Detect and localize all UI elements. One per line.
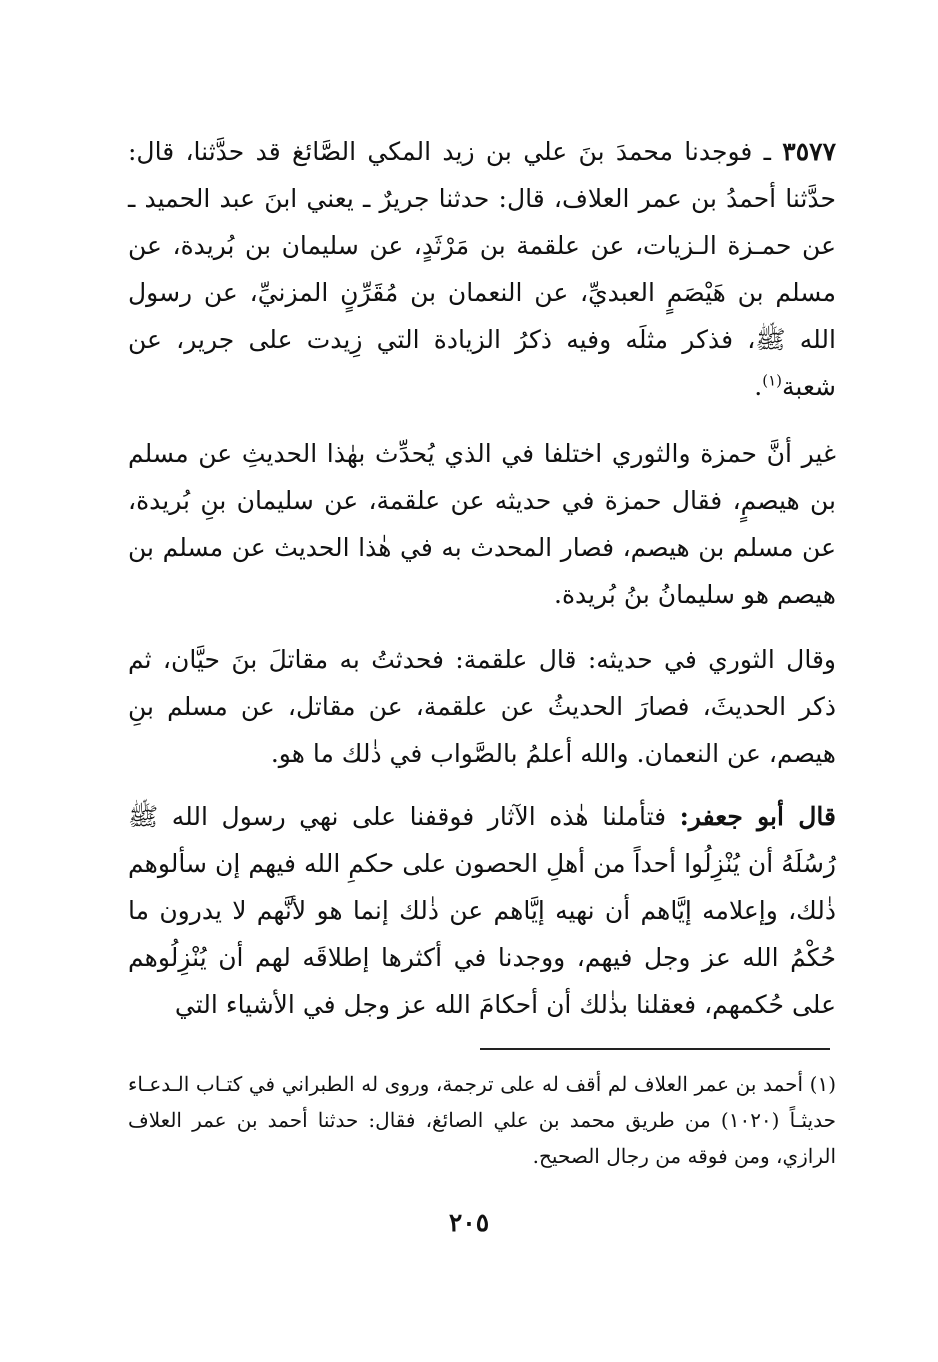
- hadith-number: ٣٥٧٧: [782, 137, 836, 166]
- hadith-paragraph-3577: [128, 128, 836, 410]
- speaker-lead: قال أبو جعفر:: [679, 802, 836, 831]
- page-number: ٢٠٥: [448, 1208, 490, 1237]
- abu-jafar-text: فتأملنا هٰذه الآثار فوقفنا على نهي رسول الله ﷺ رُسُلَهُ أن يُنْزِلُوا أحداً من أهلِ الحصون على حكمِ الله فيهم إن سألوهم ذٰلك، وإعلامه إيَّاهم أن نهيه إيَّاهم عن ذٰلك إنما هو لأنَّهم لا يدرون ما حُكْمُ الله عز وجل فيهم، ووجدنا في أكثرها إطلاقَه لهم أن يُنْزِلُوهم على حُكمهم، فعقلنا بذٰلك أن أحكامَ الله عز وجل في الأشياء التي: [128, 802, 836, 1019]
- footnote-text: (١) أحمد بن عمر العلاف لم أقف له على ترجمة، وروى له الطبراني في كتـاب الـدعـاء حديثـاً (١٠٢٠) من طريق محمد بن علي الصائغ، فقال: حدثنا أحمد بن عمر العلاف الرازي، ومن فوقه من رجال الصحيح.: [128, 1072, 837, 1168]
- footnote-reference[interactable]: (١): [762, 371, 783, 390]
- footnote-divider: [480, 1048, 830, 1050]
- abu-jafar-paragraph: [128, 793, 836, 1028]
- narration-difference-paragraph: غير أنَّ حمزة والثوري اختلفا في الذي يُحدِّث بهٰذا الحديثِ عن مسلم بن هيصمٍ، فقال حمزة في حديثه عن علقمة، عن سليمان بنِ بُريدة، عن مسلم بن هيصم، فصار المحدث به في هٰذا الحديث عن مسلم بن هيصم هو سليمانُ بنُ بُريدة.: [128, 439, 836, 609]
- thawri-paragraph: وقال الثوري في حديثه: قال علقمة: فحدثتُ به مقاتلَ بنَ حيَّان، ثم ذكر الحديثَ، فصارَ الحديثُ عن علقمة، عن مقاتل، عن مسلم بنِ هيصم، عن النعمان. والله أعلمُ بالصَّواب في ذٰلك ما هو.: [128, 645, 836, 768]
- sentence-end: .: [754, 372, 763, 401]
- hadith-text: ـ فوجدنا محمدَ بنَ علي بن زيد المكي الصَّائغ قد حدَّثنا، قال: حدَّثنا أحمدُ بن عمر العلاف، قال: حدثنا جريرٌ ـ يعني ابنَ عبد الحميد ـ عن حمـزة الـزيات، عن علقمة بن مَرْثَدٍ، عن سليمان بن بُريدة، عن مسلم بن هَيْصَمٍ العبديِّ، عن النعمان بن مُقَرِّنٍ المزنيِّ، عن رسول الله ﷺ، فذكر مثلَه وفيه ذكرُ الزيادة التي زِيدت على جرير، عن شعبة: [128, 137, 836, 401]
